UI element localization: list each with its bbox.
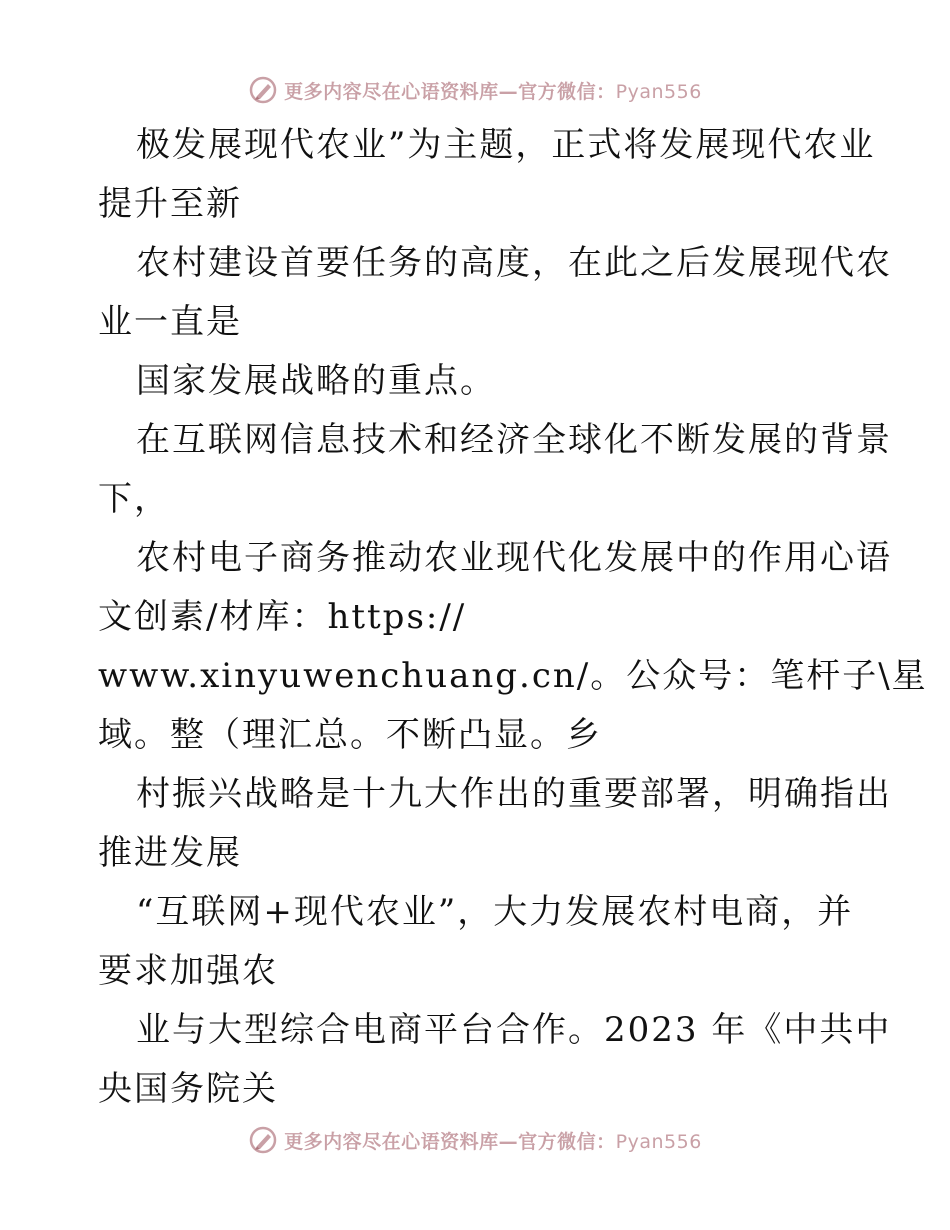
footer-banner-label: 更多内容尽在心语资料库—官方微信：	[284, 1130, 616, 1153]
text-line: 下，	[98, 479, 170, 519]
header-banner-wechat-id: Pyan556	[615, 80, 702, 103]
text-line: 文创素/材库：https://	[98, 597, 467, 637]
header-banner-label: 更多内容尽在心语资料库—官方微信：	[284, 80, 616, 103]
text-line: 农村建设首要任务的高度，在此之后发展现代农	[136, 243, 892, 283]
text-line: 极发展现代农业”为主题，正式将发展现代农业	[136, 125, 876, 165]
text-line: 在互联网信息技术和经济全球化不断发展的背景	[136, 420, 892, 460]
text-line: 农村电子商务推动农业现代化发展中的作用心语	[136, 538, 892, 578]
footer-banner-wechat-id: Pyan556	[615, 1130, 702, 1153]
text-line: “互联网+现代农业”，大力发展农村电商，并	[136, 892, 854, 932]
pen-seal-icon	[248, 75, 278, 105]
text-line: 国家发展战略的重点。	[136, 361, 496, 401]
document-body	[98, 116, 928, 1119]
text-line: www.xinyuwenchuang.cn/。公众号：笔杆子\星	[98, 656, 928, 696]
footer-banner-text	[284, 1127, 702, 1154]
text-line: 推进发展	[98, 833, 242, 873]
pen-seal-icon	[248, 1125, 278, 1155]
text-line: 村振兴战略是十九大作出的重要部署，明确指出	[136, 774, 892, 814]
header-watermark-banner	[0, 70, 950, 110]
text-line: 央国务院关	[98, 1069, 278, 1109]
text-line: 提升至新	[98, 184, 242, 224]
text-line: 业一直是	[98, 302, 242, 342]
text-line: 业与大型综合电商平台合作。2023 年《中共中	[136, 1010, 892, 1050]
header-banner-text	[284, 77, 702, 104]
footer-watermark-banner	[0, 1120, 950, 1160]
text-line: 要求加强农	[98, 951, 278, 991]
text-line: 域。整（理汇总。不断凸显。乡	[98, 715, 602, 755]
